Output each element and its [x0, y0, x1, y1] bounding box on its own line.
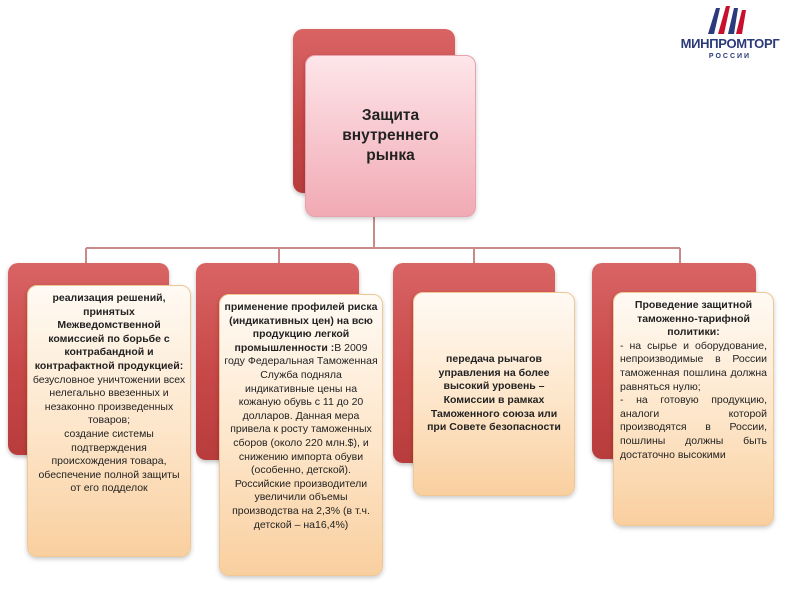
- branch-2-heading: применение профилей риска (индикативных цен) на всю продукцию легкой промышленности :: [224, 301, 378, 354]
- logo-subtitle: РОССИИ: [708, 53, 752, 60]
- logo-name: МИНПРОМТОРГ: [680, 36, 780, 51]
- branch-2-text: В 2009 году Федеральная Таможенная Служба подняла индикативные цены на кожаную обувь с 11 до 20 долларов. Данная мера привела к росту таможенных сборов (около 220 млн.$), и снижению импорта обуви (особенно, детской). Российские производители увеличили объемы производства на 2,3% (в т.ч. детской – на16,4%): [224, 341, 378, 531]
- branch-2-node: [219, 294, 383, 576]
- branch-1-item-1: безусловное уничтожении всех нелегально ввезенных и незаконно произведенных товаров;: [32, 373, 186, 427]
- branch-3-node: [413, 292, 575, 496]
- root-title: Защита внутреннего рынка: [342, 107, 439, 164]
- branch-4-item-2: - на готовую продукцию, аналоги которой производятся в России, пошлины должны быть достаточно высокими: [620, 394, 767, 461]
- branch-1-heading: реализация решений, принятых Межведомственной комиссией по борьбе с контрабандной и контрафактной продукцией:: [34, 292, 184, 372]
- branch-4-heading: Проведение защитной таможенно-тарифной политики:: [634, 299, 753, 339]
- root-node: [305, 55, 476, 217]
- branch-4-node: [613, 292, 774, 526]
- branch-1-item-2: создание системы подтверждения происхождения товара, обеспечение полной защиты от его подделок: [38, 427, 180, 495]
- branch-1-node: [27, 285, 191, 557]
- branch-4-item-1: - на сырье и оборудование, непроизводимые в России таможенная пошлина должна равняться нулю;: [620, 339, 767, 393]
- branch-3-heading: передача рычагов управления на более высокий уровень – Комиссии в рамках Таможенного союза или при Совете безопасности: [427, 353, 561, 434]
